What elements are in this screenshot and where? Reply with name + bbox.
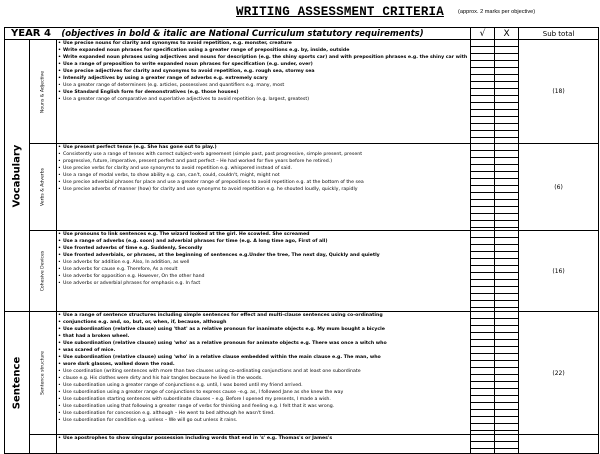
objective-line: • Use precise nouns for clarity and synonyms to avoid repetition, e.g. monster, creature (57, 40, 470, 47)
cross-box[interactable] (495, 280, 518, 287)
tick-box[interactable] (471, 333, 494, 340)
tick-box[interactable] (471, 442, 494, 449)
cross-box[interactable] (495, 96, 518, 103)
objective-line: • Use subordination starting sentences with subordinate clauses – e.g. Before I opened my presents, I made a wish. (57, 396, 470, 403)
objective-line: • Use coordination (writing sentences with more than two clauses using co-ordinating conjunctions and at least one subordinate (57, 368, 470, 375)
cross-box[interactable] (495, 231, 518, 238)
cross-box[interactable] (495, 186, 518, 193)
subtitle: (objectives in bold & italic are National Curriculum statutory requirements) (61, 29, 424, 39)
objective-line: • Use fronted adverbials, or phrases, at the beginning of sentences e.g.Under the tree, The next day, Quickly and quietly (57, 252, 470, 259)
cross-column-cell[interactable] (495, 435, 519, 454)
cross-box[interactable] (495, 294, 518, 301)
tick-box[interactable] (471, 47, 494, 54)
cross-box[interactable] (495, 435, 518, 442)
objective-line: • Use precise verbs for clarity and use synonyms to avoid repetition e.g. whispered instead of said. (57, 165, 470, 172)
tick-column-cell[interactable] (471, 40, 495, 144)
objective-line: • Use adverbs or adverbial phrases for emphasis e.g. In fact (57, 280, 470, 287)
objectives-cell (57, 144, 471, 231)
objective-line: • Use pronouns to link sentences e.g. The wizard looked at the girl. He scowled. She screamed (57, 231, 470, 238)
tick-box[interactable] (471, 117, 494, 124)
tick-box[interactable] (471, 214, 494, 221)
cross-box[interactable] (495, 200, 518, 207)
cross-box[interactable] (495, 82, 518, 89)
cross-box[interactable] (495, 75, 518, 82)
cross-box[interactable] (495, 110, 518, 117)
year-header (5, 28, 471, 40)
cross-box[interactable] (495, 193, 518, 200)
cross-box[interactable] (495, 312, 518, 319)
cross-box[interactable] (495, 165, 518, 172)
objective-line: • Use subordination using a greater range of conjunctions e.g. until, I was bored until my friend arrived. (57, 382, 470, 389)
tick-box[interactable] (471, 96, 494, 103)
objective-line: • Use subordination (relative clause) using 'that' as a relative pronoun for inanimate objects e.g. My mum bought a bicycle (57, 326, 470, 333)
objective-line: • Use subordination using a greater range of conjunctions to express cause –e.g. as, I followed Jane as she knew the way (57, 389, 470, 396)
objective-line: • clause e.g. His clothes were dirty and his hair tangles because he lived in the woods. (57, 375, 470, 382)
tick-box[interactable] (471, 280, 494, 287)
cross-box[interactable] (495, 89, 518, 96)
tick-box[interactable] (471, 382, 494, 389)
cross-box[interactable] (495, 403, 518, 410)
cross-box[interactable] (495, 40, 518, 47)
tick-box[interactable] (471, 238, 494, 245)
cross-box[interactable] (495, 144, 518, 151)
objective-line: • Intensify adjectives by using a greater range of adverbs e.g. extremely scary (57, 75, 470, 82)
objectives-cell (57, 435, 471, 454)
subcategory-cell (30, 231, 57, 312)
cross-box[interactable] (495, 68, 518, 75)
tick-box[interactable] (471, 207, 494, 214)
tick-box[interactable] (471, 389, 494, 396)
tick-column-cell[interactable] (471, 231, 495, 312)
subtotal-cell (519, 435, 599, 454)
objective-line: • Use a greater range of comparative and superlative adjectives to avoid repetition (e.g. largest, greatest) (57, 96, 470, 103)
objective-line: • Use subordination (relative clause) using 'who' as a relative pronoun for animate objects e.g. There was once a witch who (57, 340, 470, 347)
tick-box[interactable] (471, 193, 494, 200)
criteria-row (5, 144, 599, 231)
subcategory-cell (30, 312, 57, 435)
objectives-cell (57, 312, 471, 435)
tick-box[interactable] (471, 252, 494, 259)
cross-column-cell[interactable] (495, 312, 519, 435)
objective-line: • Consistently use a range of tenses with correct subject-verb agreement (simple past, past progressive, simple present, present (57, 151, 470, 158)
tick-box[interactable] (471, 326, 494, 333)
cross-column-cell[interactable] (495, 144, 519, 231)
cross-box[interactable] (495, 301, 518, 308)
objective-line: • progressive, future, imperative, present perfect and past perfect – He had worked for five years before he retired.) (57, 158, 470, 165)
tick-box[interactable] (471, 165, 494, 172)
cross-box[interactable] (495, 354, 518, 361)
objective-line: • Use subordination using that following a greater range of verbs for thinking and feeling e.g. I felt that it was wrong. (57, 403, 470, 410)
objective-line: • Write expanded noun phrases using adjectives and nouns for description (e.g. the shiny sports car) and with preposition phrases e.g. the shiny car with (57, 54, 470, 61)
objective-line: • Use adverbs for addition e.g. Also, In addition, as well (57, 259, 470, 266)
cross-box[interactable] (495, 442, 518, 449)
tick-box[interactable] (471, 424, 494, 431)
subcategory-label: Verbs & Adverbs (40, 167, 46, 207)
objective-line: • Use fronted adverbs of time e.g. Suddenly, Secondly (57, 245, 470, 252)
objective-line: • conjunctions e.g. and, so, but, or, when, if, because, although (57, 319, 470, 326)
tick-box[interactable] (471, 340, 494, 347)
tick-box[interactable] (471, 361, 494, 368)
tick-box[interactable] (471, 368, 494, 375)
objective-line: • Use subordination for concession e.g. although – He went to bed although he wasn't tired. (57, 410, 470, 417)
tick-box[interactable] (471, 61, 494, 68)
cross-column-cell[interactable] (495, 40, 519, 144)
tick-box[interactable] (471, 131, 494, 138)
cross-box[interactable] (495, 103, 518, 110)
objectives-cell (57, 40, 471, 144)
cross-box[interactable] (495, 424, 518, 431)
cross-box[interactable] (495, 417, 518, 424)
tick-box[interactable] (471, 54, 494, 61)
tick-box[interactable] (471, 200, 494, 207)
objective-line: • Use adverbs for cause e.g. Therefore, As a result (57, 266, 470, 273)
objective-line: • Use Standard English form for demonstratives (e.g. those houses) (57, 89, 470, 96)
tick-box[interactable] (471, 273, 494, 280)
objective-line: • Use a greater range of determiners (e.g. articles, possessives and quantifiers e.g. many, most (57, 82, 470, 89)
cross-box[interactable] (495, 131, 518, 138)
criteria-row (5, 312, 599, 435)
objective-line: • Use precise adverbial phrases for place and use a greater range of prepositions to avoid repetition e.g. at the bottom of the sea (57, 179, 470, 186)
cross-column-cell[interactable] (495, 231, 519, 312)
tick-box[interactable] (471, 75, 494, 82)
subtotal-cell: (18) (519, 40, 599, 144)
title-note: (approx. 2 marks per objective) (458, 9, 536, 15)
cross-box[interactable] (495, 54, 518, 61)
tick-box[interactable] (471, 266, 494, 273)
subcategory-label: Nouns & Adjective (40, 70, 46, 113)
cross-box[interactable] (495, 326, 518, 333)
title-text: WRITING ASSESSMENT CRITERIA (236, 5, 444, 19)
cross-box[interactable] (495, 151, 518, 158)
tick-box[interactable] (471, 124, 494, 131)
tick-box[interactable] (471, 221, 494, 228)
tick-box[interactable] (471, 179, 494, 186)
cross-box[interactable] (495, 61, 518, 68)
subtotal-cell: (22) (519, 312, 599, 435)
cross-box[interactable] (495, 117, 518, 124)
objective-line: • Use subordination (relative clause) using 'who' in a relative clause embedded within the main clause e.g. The man, who (57, 354, 470, 361)
cross-box[interactable] (495, 245, 518, 252)
subtotal-cell: (6) (519, 144, 599, 231)
cross-box[interactable] (495, 319, 518, 326)
objective-line: • Use precise adjectives for clarity and synonyms to avoid repetition, e.g. rough sea, stormy sea (57, 68, 470, 75)
tick-box[interactable] (471, 144, 494, 151)
page-title (236, 5, 444, 19)
tick-box[interactable] (471, 287, 494, 294)
criteria-row (5, 231, 599, 312)
objective-line: • wore dark glasses, walked down the road. (57, 361, 470, 368)
cross-box[interactable] (495, 396, 518, 403)
year-label: YEAR 4 (11, 28, 51, 39)
subcategory-label: Cohesive Devices (40, 250, 46, 292)
cross-box[interactable] (495, 221, 518, 228)
tick-box[interactable] (471, 186, 494, 193)
cross-box[interactable] (495, 207, 518, 214)
category-cell (5, 312, 30, 454)
cross-box[interactable] (495, 124, 518, 131)
tick-box[interactable] (471, 312, 494, 319)
cross-box[interactable] (495, 347, 518, 354)
cross-box[interactable] (495, 214, 518, 221)
subtotal-header: Sub total (519, 28, 599, 40)
cross-header: X (495, 28, 519, 40)
criteria-row (5, 435, 599, 454)
tick-box[interactable] (471, 403, 494, 410)
tick-box[interactable] (471, 172, 494, 179)
tick-box[interactable] (471, 301, 494, 308)
category-label: Sentence (11, 356, 23, 409)
tick-box[interactable] (471, 68, 494, 75)
criteria-row (5, 40, 599, 144)
tick-box[interactable] (471, 410, 494, 417)
cross-box[interactable] (495, 389, 518, 396)
cross-box[interactable] (495, 368, 518, 375)
tick-box[interactable] (471, 354, 494, 361)
tick-box[interactable] (471, 396, 494, 403)
objective-line: • Use a range of adverbs (e.g. soon) and adverbial phrases for time (e.g. A long time ago, First of all) (57, 238, 470, 245)
cross-box[interactable] (495, 382, 518, 389)
cross-box[interactable] (495, 287, 518, 294)
cross-box[interactable] (495, 273, 518, 280)
tick-box[interactable] (471, 294, 494, 301)
subtotal-cell: (16) (519, 231, 599, 312)
objectives-cell (57, 231, 471, 312)
cross-box[interactable] (495, 172, 518, 179)
tick-box[interactable] (471, 375, 494, 382)
criteria-body (5, 40, 599, 454)
category-cell (5, 40, 30, 312)
tick-box[interactable] (471, 158, 494, 165)
tick-box[interactable] (471, 245, 494, 252)
tick-header: √ (471, 28, 495, 40)
objective-line: • Use apostrophes to show singular possession including words that end in 's' e.g. Thomas's or James's (57, 435, 470, 442)
title-row (0, 0, 600, 28)
objective-line: • Use a range of preposition to write expanded noun phrases for specification (e.g. under, over) (57, 61, 470, 68)
subcategory-cell (30, 40, 57, 144)
criteria-table (4, 27, 599, 454)
cross-box[interactable] (495, 333, 518, 340)
tick-box[interactable] (471, 435, 494, 442)
objective-line: • Use adverbs for opposition e.g. However, On the other hand (57, 273, 470, 280)
cross-box[interactable] (495, 238, 518, 245)
objective-line: • Use present perfect tense (e.g. She has gone out to play.) (57, 144, 470, 151)
tick-box[interactable] (471, 259, 494, 266)
tick-column-cell[interactable] (471, 144, 495, 231)
tick-column-cell[interactable] (471, 435, 495, 454)
subcategory-cell (30, 144, 57, 231)
tick-box[interactable] (471, 89, 494, 96)
tick-box[interactable] (471, 82, 494, 89)
cross-box[interactable] (495, 47, 518, 54)
objective-line: • Use a range of modal verbs, to show ability e.g. can, can't, could, couldn't, might, might not (57, 172, 470, 179)
cross-box[interactable] (495, 340, 518, 347)
subcategory-label: Sentence structure (40, 351, 46, 395)
objective-line: • Write expanded noun phrases for specification using a greater range of prepositions e.g. by, inside, outside (57, 47, 470, 54)
tick-box[interactable] (471, 347, 494, 354)
cross-box[interactable] (495, 158, 518, 165)
category-label: Vocabulary (11, 144, 23, 207)
cross-box[interactable] (495, 375, 518, 382)
tick-box[interactable] (471, 103, 494, 110)
tick-box[interactable] (471, 417, 494, 424)
tick-box[interactable] (471, 231, 494, 238)
cross-box[interactable] (495, 252, 518, 259)
header-row (5, 28, 599, 40)
subcategory-cell (30, 435, 57, 454)
objective-line: • was scared of mice. (57, 347, 470, 354)
objective-line: • Use precise adverbs of manner (how) for clarity and use synonyms to avoid repetition e.g. he shouted loudly, quickly, rapidly (57, 186, 470, 193)
tick-box[interactable] (471, 151, 494, 158)
cross-box[interactable] (495, 259, 518, 266)
cross-box[interactable] (495, 410, 518, 417)
objective-line: • Use subordination for condition e.g. unless – We will go out unless it rains. (57, 417, 470, 424)
tick-box[interactable] (471, 40, 494, 47)
tick-box[interactable] (471, 319, 494, 326)
objective-line: • Use a range of sentence structures including simple sentences for effect and multi-clause sentences using co-ordinating (57, 312, 470, 319)
objective-line: • that had a broken wheel. (57, 333, 470, 340)
cross-box[interactable] (495, 266, 518, 273)
cross-box[interactable] (495, 361, 518, 368)
tick-box[interactable] (471, 110, 494, 117)
tick-column-cell[interactable] (471, 312, 495, 435)
cross-box[interactable] (495, 179, 518, 186)
